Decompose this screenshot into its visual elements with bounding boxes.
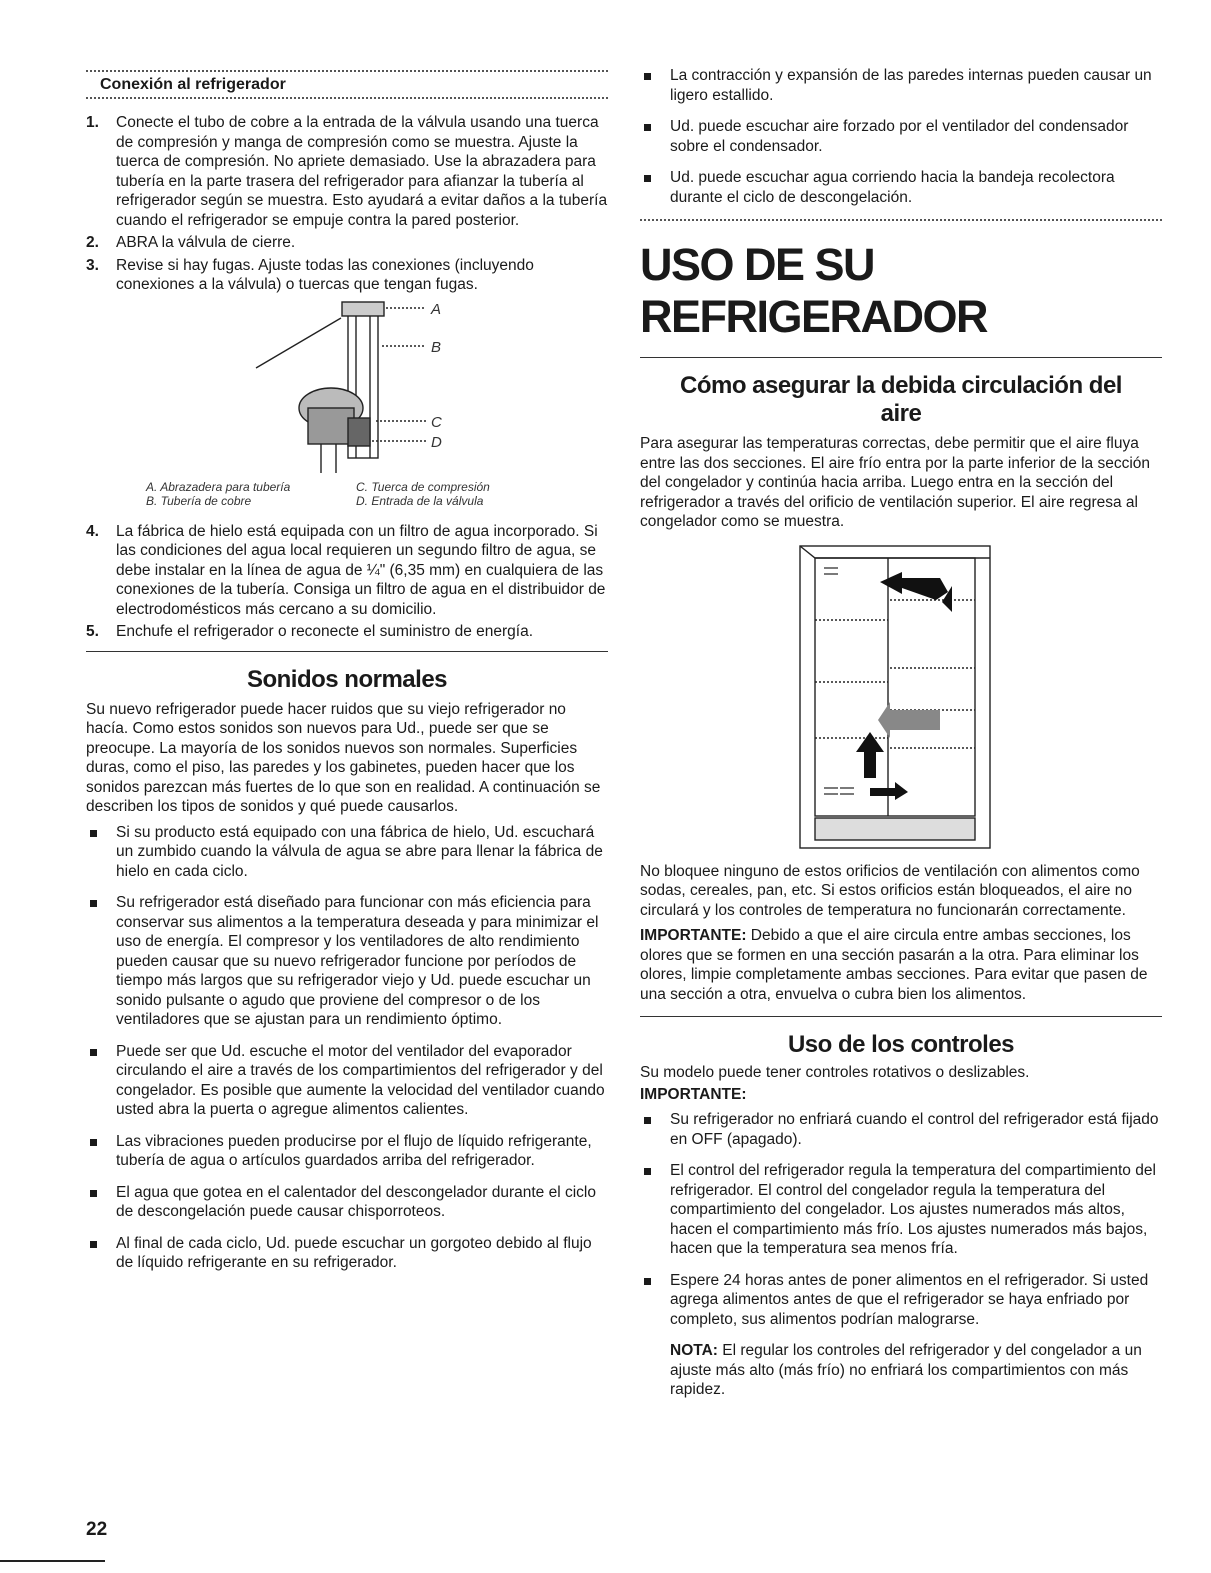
step-item: 4. La fábrica de hielo está equipada con un filtro de agua incorporado. Si las condiciones del agua local requieren un segundo filtro de agua, se debe instalar en la línea de agua de ¼" (6,35 mm) en cualquiera de las conexiones de la tubería. Consiga un filtro de agua en el distribuidor de electrodomésticos más cercano a su domicilio.	[86, 522, 606, 618]
figure-letter-c: C	[431, 413, 442, 431]
figure-letter-d: D	[431, 433, 442, 451]
step-item: 3. Revise si hay fugas. Ajuste todas las conexiones (incluyendo conexiones a la válvula) o tuercas que tengan fugas.	[86, 256, 534, 293]
list-item: Ud. puede escuchar agua corriendo hacia la bandeja recolectora durante el ciclo de descongelación.	[640, 168, 1162, 207]
figure-letter-a: A	[431, 300, 442, 318]
list-item: El control del refrigerador regula la temperatura del compartimiento del refrigerador. El control del congelador regula la temperatura del compartimiento del congelador. Los ajustes numerados más altos, hacen el compartimiento más frío. Los ajustes numerados más bajos, hacen que la temperatura sea menos fría.	[640, 1161, 1162, 1259]
sounds-list	[86, 823, 608, 1273]
sounds-intro: Su nuevo refrigerador puede hacer ruidos que su viejo refrigerador no hacía. Como estos sonidos son nuevos para Ud., puede ser que se preocupe. La mayoría de los sonidos nuevos son normales. Superficies duras, como el piso, las paredes y los gabinetes, pueden hacer que los sonidos parezcan más fuertes de lo que son en realidad. A continuación se describen los tipos de sonidos y qué puede causarlos.	[86, 700, 601, 815]
connection-steps	[86, 113, 608, 295]
step-item: 2. ABRA la válvula de cierre.	[86, 234, 296, 251]
caption-c: C. Tuerca de compresión	[356, 479, 490, 494]
important-paragraph	[640, 926, 1162, 1004]
step-item: 5. Enchufe el refrigerador o reconecte el suministro de energía.	[86, 623, 534, 640]
valve-illustration	[86, 298, 608, 480]
list-item: El agua que gotea en el calentador del descongelador durante el ciclo de descongelación puede causar chisporroteos.	[86, 1183, 608, 1222]
air-note: No bloquee ninguno de estos orificios de ventilación con alimentos como sodas, cereales, pan, etc. Si estos orificios están bloqueados, el aire no circulará y los controles de temperatura no funcionarán correctamente.	[640, 862, 1140, 919]
sounds-heading: Sonidos normales	[246, 665, 448, 693]
step-item: 1. Conecte el tubo de cobre a la entrada de la válvula usando una tuerca de compresión y manga de compresión como se muestra. Ajuste la tuerca de compresión. No apriete demasiado. Use la abrazadera para tubería en la parte trasera del refrigerador para afianzar la tubería al refrigerador según se muestra. Esto ayudará a evitar daños a la tubería cuando el refrigerador se empuje contra la pared posterior.	[86, 114, 608, 229]
controls-heading: Uso de los controles	[787, 1031, 1015, 1058]
list-item: Al final de cada ciclo, Ud. puede escuchar un gorgoteo debido al flujo de líquido refrigerante en su refrigerador.	[86, 1234, 608, 1273]
caption-b: B. Tubería de cobre	[146, 493, 252, 508]
note-paragraph	[640, 1341, 1162, 1400]
important-label: IMPORTANTE:	[640, 927, 747, 944]
main-title: USO DE SU REFRIGERADOR	[640, 239, 988, 342]
list-item: Si su producto está equipado con una fábrica de hielo, Ud. escuchará un zumbido cuando la válvula de agua se abre para llenar la fábrica de hielo en cada ciclo.	[86, 823, 608, 882]
list-item: Puede ser que Ud. escuche el motor del ventilador del evaporador circulando el aire a través de los compartimientos del refrigerador y del congelador. Es posible que aumente la velocidad del ventilador cuando usted abra la puerta o agregue alimentos calientes.	[86, 1042, 608, 1120]
sounds-list-continued	[640, 66, 1162, 207]
figure-letter-b: B	[431, 338, 442, 356]
important-text: Debido a que el aire circula entre ambas secciones, los olores que se formen en una sección pasarán a la otra. Para eliminar los olores, limpie completamente ambas secciones. Para evitar que pasen de una sección a otra, envuelva o cubra bien los alimentos.	[640, 927, 1148, 1003]
controls-intro: Su modelo puede tener controles rotativos o deslizables.	[640, 1064, 1030, 1081]
connection-steps-continued	[86, 522, 608, 642]
list-item: Ud. puede escuchar aire forzado por el ventilador del condensador sobre el condensador.	[640, 117, 1162, 156]
footer-rule	[0, 1560, 105, 1562]
air-heading: Cómo asegurar la debida circulación del aire	[680, 372, 1122, 427]
list-item: Espere 24 horas antes de poner alimentos en el refrigerador. Si usted agrega alimentos antes de que el refrigerador se haya enfriado por completo, sus alimentos podrían malograrse.	[640, 1271, 1162, 1330]
controls-important-label: IMPORTANTE:	[640, 1085, 747, 1103]
list-item: La contracción y expansión de las paredes internas pueden causar un ligero estallido.	[640, 66, 1162, 105]
controls-list	[640, 1110, 1162, 1329]
list-item: Su refrigerador no enfriará cuando el control del refrigerador está fijado en OFF (apagado).	[640, 1110, 1162, 1149]
caption-d: D. Entrada de la válvula	[356, 493, 484, 508]
airflow-illustration	[640, 542, 1162, 854]
list-item: Su refrigerador está diseñado para funcionar con más eficiencia para conservar sus alimentos a la temperatura deseada y para minimizar el uso de energía. El compresor y los ventiladores de alto rendimiento pueden causar que su nuevo refrigerador funcione por períodos de tiempo más largos que su refrigerador viejo y Ud. puede escuchar un sonido pulsante o agudo que proviene del compresor o de los ventiladores que se ajustan para un rendimiento óptimo.	[86, 893, 608, 1030]
valve-figure	[86, 298, 608, 480]
right-column	[640, 0, 1162, 1400]
left-column	[86, 0, 608, 1285]
air-intro: Para asegurar las temperaturas correctas, debe permitir que el aire fluya entre las dos secciones. El aire frío entra por la parte inferior de la sección del congelador y continúa hacia arriba. Luego entra en la sección del refrigerador a través del orificio de ventilación superior. El aire regresa al congelador como se muestra.	[640, 435, 1151, 530]
caption-a: A. Abrazadera para tubería	[146, 479, 291, 494]
connection-heading: Conexión al refrigerador	[100, 76, 286, 93]
note-label: NOTA:	[670, 1342, 718, 1359]
list-item: Las vibraciones pueden producirse por el flujo de líquido refrigerante, tubería de agua o artículos guardados arriba del refrigerador.	[86, 1132, 608, 1171]
figure-captions	[146, 480, 608, 508]
page-number: 22	[86, 1519, 108, 1540]
airflow-figure	[640, 542, 1162, 854]
note-text: El regular los controles del refrigerador y del congelador a un ajuste más alto (más frío) no enfriará los compartimientos con más rapidez.	[670, 1342, 1142, 1398]
